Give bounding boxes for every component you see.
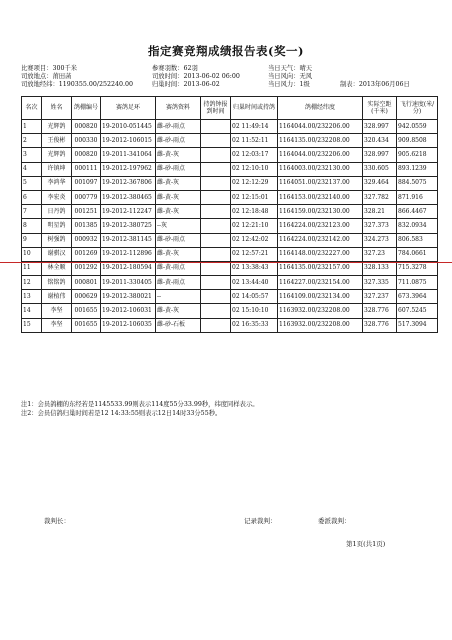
- cell-rank: 15: [22, 318, 42, 332]
- cell-ring: 19-2011-341064: [101, 148, 156, 162]
- cell-arrival-time: 02 13:38:43: [231, 261, 278, 275]
- col-header-clock-time: 持鸽钟报到时间: [201, 97, 231, 120]
- results-table: [21, 96, 438, 333]
- cell-rank: 9: [22, 233, 42, 247]
- cell-speed: 784.0661: [397, 247, 438, 261]
- cell-name: 李坚: [42, 318, 72, 332]
- cell-arrival-time: 02 11:49:14: [231, 120, 278, 134]
- cell-ring: 19-2012-380021: [101, 290, 156, 304]
- cell-bird-info: 雌-黄-灰: [156, 148, 201, 162]
- table-row: [22, 205, 438, 219]
- cell-loft-coords: 1164003.00/232130.00: [278, 162, 363, 176]
- cell-rank: 1: [22, 120, 42, 134]
- cell-loft-id: 001655: [72, 318, 101, 332]
- page-number: 第1页(共1页): [346, 540, 386, 548]
- cell-name: 林全顺: [42, 261, 72, 275]
- cutoff-line: [0, 262, 452, 263]
- cell-loft-coords: 1163932.00/232208.00: [278, 318, 363, 332]
- cell-rank: 4: [22, 162, 42, 176]
- cell-ring: 19-2011-330405: [101, 276, 156, 290]
- cell-rank: 12: [22, 276, 42, 290]
- wind-force: 当日风力：1级: [268, 81, 310, 88]
- col-header-loft-id: 鸽棚编号: [72, 97, 101, 120]
- cell-distance: 327.782: [363, 190, 397, 204]
- table-row: [22, 304, 438, 318]
- cell-arrival-time: 02 14:05:57: [231, 290, 278, 304]
- cell-ring: 19-2012-106015: [101, 134, 156, 148]
- cell-name: 铭铭鸽: [42, 276, 72, 290]
- cell-bird-info: 雌-黄-雨点: [156, 261, 201, 275]
- cell-clock-time: [201, 148, 231, 162]
- cell-clock-time: [201, 120, 231, 134]
- entries-count: 参赛羽数：62羽: [152, 65, 198, 72]
- cell-clock-time: [201, 190, 231, 204]
- cell-ring: 19-2012-367806: [101, 176, 156, 190]
- cell-loft-coords: 1164051.00/232137.00: [278, 176, 363, 190]
- col-header-bird-info: 赛鸽资料: [156, 97, 201, 120]
- cell-distance: 329.464: [363, 176, 397, 190]
- cell-name: 谢骐汉: [42, 247, 72, 261]
- report-title: 指定赛竞翔成绩报告表(奖一): [148, 44, 304, 58]
- cell-loft-coords: 1164109.00/232134.00: [278, 290, 363, 304]
- cell-arrival-time: 02 12:03:17: [231, 148, 278, 162]
- weather: 当日天气：晴天: [268, 65, 313, 72]
- table-row: [22, 276, 438, 290]
- cell-clock-time: [201, 219, 231, 233]
- cell-speed: 673.3964: [397, 290, 438, 304]
- table-row: [22, 318, 438, 332]
- table-row: [22, 176, 438, 190]
- release-coords: 司放地经纬：1190355.00/252240.00: [21, 81, 134, 88]
- cell-speed: 909.8508: [397, 134, 438, 148]
- cell-clock-time: [201, 162, 231, 176]
- cell-loft-id: 001251: [72, 205, 101, 219]
- cell-loft-coords: 1164224.00/232142.00: [278, 233, 363, 247]
- cell-bird-info: 雌-黄-灰: [156, 190, 201, 204]
- cell-name: 许镇坤: [42, 162, 72, 176]
- cell-bird-info: --灰: [156, 219, 201, 233]
- col-header-loft-coords: 鸽棚经纬度: [278, 97, 363, 120]
- cell-arrival-time: 02 15:10:10: [231, 304, 278, 318]
- table-row: [22, 190, 438, 204]
- cell-loft-coords: 1164044.00/232206.00: [278, 148, 363, 162]
- cell-rank: 13: [22, 290, 42, 304]
- cell-loft-id: 001292: [72, 261, 101, 275]
- cell-distance: 328.997: [363, 120, 397, 134]
- cell-arrival-time: 02 13:44:40: [231, 276, 278, 290]
- cell-bird-info: 雌-黄-灰: [156, 176, 201, 190]
- cell-bird-info: 雌-砂-雨点: [156, 134, 201, 148]
- cell-distance: 328.776: [363, 304, 397, 318]
- cell-name: 光辉鸽: [42, 148, 72, 162]
- cell-loft-id: 001385: [72, 219, 101, 233]
- cell-bird-info: 雌-黄-灰: [156, 205, 201, 219]
- race-item: 比赛项目：300千米: [21, 65, 78, 72]
- cell-bird-info: 雌-黄-灰: [156, 247, 201, 261]
- cell-distance: 330.605: [363, 162, 397, 176]
- cell-clock-time: [201, 176, 231, 190]
- col-header-distance: 实际空距(千米): [363, 97, 397, 120]
- table-row: [22, 261, 438, 275]
- cell-bird-info: 雌-砂-雨点: [156, 233, 201, 247]
- col-header-ring: 赛鸽足环: [101, 97, 156, 120]
- cell-loft-id: 001269: [72, 247, 101, 261]
- cell-speed: 517.3094: [397, 318, 438, 332]
- cell-clock-time: [201, 233, 231, 247]
- cell-loft-coords: 1164159.00/232130.00: [278, 205, 363, 219]
- table-row: [22, 120, 438, 134]
- cell-rank: 8: [22, 219, 42, 233]
- col-header-name: 姓名: [42, 97, 72, 120]
- cell-speed: 832.0934: [397, 219, 438, 233]
- cell-loft-coords: 1164227.00/232154.00: [278, 276, 363, 290]
- table-row: [22, 290, 438, 304]
- cell-speed: 942.0559: [397, 120, 438, 134]
- cell-clock-time: [201, 276, 231, 290]
- cell-name: 谢植伟: [42, 290, 72, 304]
- cell-loft-coords: 1164135.00/232208.00: [278, 134, 363, 148]
- cell-rank: 5: [22, 176, 42, 190]
- cell-speed: 715.3278: [397, 261, 438, 275]
- cell-ring: 19-2012-180594: [101, 261, 156, 275]
- cell-arrival-time: 02 12:21:10: [231, 219, 278, 233]
- signature-recorder: 记录裁判：: [244, 517, 277, 525]
- table-row: [22, 134, 438, 148]
- cell-name: 李坚: [42, 304, 72, 318]
- cell-loft-id: 001655: [72, 304, 101, 318]
- cell-rank: 10: [22, 247, 42, 261]
- cell-speed: 806.583: [397, 233, 438, 247]
- cell-loft-id: 000330: [72, 134, 101, 148]
- col-header-arrival-time: 归巢时间或持鸽: [231, 97, 278, 120]
- cell-distance: 320.434: [363, 134, 397, 148]
- release-time: 司放时间：2013-06-02 06:00: [152, 73, 240, 80]
- release-site: 司放地点：莆田菡: [21, 73, 72, 80]
- cell-loft-id: 001097: [72, 176, 101, 190]
- cell-clock-time: [201, 318, 231, 332]
- cell-speed: 871.916: [397, 190, 438, 204]
- cell-bird-info: --: [156, 290, 201, 304]
- cell-clock-time: [201, 247, 231, 261]
- cell-arrival-time: 02 12:42:02: [231, 233, 278, 247]
- cell-arrival-time: 02 12:15:01: [231, 190, 278, 204]
- cell-arrival-time: 02 11:52:11: [231, 134, 278, 148]
- cell-rank: 6: [22, 190, 42, 204]
- table-row: [22, 148, 438, 162]
- signature-referee: 裁判长：: [44, 517, 70, 525]
- cell-ring: 19-2012-380725: [101, 219, 156, 233]
- table-row: [22, 233, 438, 247]
- cell-ring: 19-2012-112247: [101, 205, 156, 219]
- cell-arrival-time: 02 12:12:29: [231, 176, 278, 190]
- signature-committee: 委派裁判：: [318, 517, 351, 525]
- cell-clock-time: [201, 290, 231, 304]
- cell-bird-info: 雌-砂-石板: [156, 318, 201, 332]
- cell-clock-time: [201, 134, 231, 148]
- cell-rank: 7: [22, 205, 42, 219]
- table-header-row: [22, 97, 438, 120]
- cell-clock-time: [201, 261, 231, 275]
- results-body: [22, 120, 438, 333]
- cell-loft-id: 000629: [72, 290, 101, 304]
- cell-distance: 328.997: [363, 148, 397, 162]
- cell-ring: 19-2012-197962: [101, 162, 156, 176]
- cell-loft-id: 000820: [72, 148, 101, 162]
- cell-rank: 2: [22, 134, 42, 148]
- note-1: 注1：会员鸽棚的东经若是1145533.99则表示114度55分33.99秒，纬度同样表示。: [21, 401, 259, 408]
- cell-distance: 328.776: [363, 318, 397, 332]
- cell-ring: 19-2010-051445: [101, 120, 156, 134]
- cell-loft-id: 000801: [72, 276, 101, 290]
- cell-name: 李宏炎: [42, 190, 72, 204]
- cell-distance: 328.133: [363, 261, 397, 275]
- made-date: 制表：2013年06月06日: [340, 81, 410, 88]
- table-row: [22, 162, 438, 176]
- cell-loft-coords: 1164135.00/232157.00: [278, 261, 363, 275]
- cell-name: 光辉鸽: [42, 120, 72, 134]
- cell-speed: 905.6218: [397, 148, 438, 162]
- cell-ring: 19-2012-106031: [101, 304, 156, 318]
- cell-bird-info: 雌-黄-灰: [156, 304, 201, 318]
- cell-clock-time: [201, 304, 231, 318]
- cell-name: 李鸿华: [42, 176, 72, 190]
- cell-loft-id: 000820: [72, 120, 101, 134]
- cell-speed: 884.5075: [397, 176, 438, 190]
- cell-loft-id: 000111: [72, 162, 101, 176]
- cell-loft-coords: 1163932.00/232208.00: [278, 304, 363, 318]
- cell-distance: 328.21: [363, 205, 397, 219]
- cell-arrival-time: 02 12:10:10: [231, 162, 278, 176]
- cell-loft-coords: 1164148.00/232227.00: [278, 247, 363, 261]
- wind-direction: 当日风向：无风: [268, 73, 313, 80]
- cell-loft-coords: 1164044.00/232206.00: [278, 120, 363, 134]
- cell-speed: 866.4467: [397, 205, 438, 219]
- cell-bird-info: 雌-黄-雨点: [156, 276, 201, 290]
- note-2: 注2：会员信鸽归巢时间若是12 14:33:55则表示12日14时33分55秒。: [21, 410, 222, 417]
- cell-distance: 327.23: [363, 247, 397, 261]
- cell-name: 树强鸽: [42, 233, 72, 247]
- col-header-speed: 飞行速度(米/分): [397, 97, 438, 120]
- cell-bird-info: 雌-砂-雨点: [156, 120, 201, 134]
- cell-ring: 19-2012-106035: [101, 318, 156, 332]
- cell-distance: 327.335: [363, 276, 397, 290]
- cell-ring: 19-2012-381145: [101, 233, 156, 247]
- cell-rank: 3: [22, 148, 42, 162]
- cell-distance: 327.237: [363, 290, 397, 304]
- cell-loft-id: 000779: [72, 190, 101, 204]
- cell-distance: 324.273: [363, 233, 397, 247]
- col-header-rank: 名次: [22, 97, 42, 120]
- cell-ring: 19-2012-380465: [101, 190, 156, 204]
- cell-speed: 607.5245: [397, 304, 438, 318]
- table-row: [22, 219, 438, 233]
- return-date: 归巢时间：2013-06-02: [152, 81, 220, 88]
- cell-name: 日丹鸽: [42, 205, 72, 219]
- cell-name: 明星鸽: [42, 219, 72, 233]
- cell-distance: 327.373: [363, 219, 397, 233]
- cell-speed: 893.1239: [397, 162, 438, 176]
- cell-ring: 19-2012-112896: [101, 247, 156, 261]
- cell-clock-time: [201, 205, 231, 219]
- cell-rank: 11: [22, 261, 42, 275]
- cell-name: 王俊彬: [42, 134, 72, 148]
- cell-loft-coords: 1164224.00/232123.00: [278, 219, 363, 233]
- cell-speed: 711.0875: [397, 276, 438, 290]
- cell-bird-info: 雌-砂-雨点: [156, 162, 201, 176]
- cell-arrival-time: 02 12:57:21: [231, 247, 278, 261]
- cell-loft-id: 000932: [72, 233, 101, 247]
- cell-arrival-time: 02 12:18:48: [231, 205, 278, 219]
- cell-loft-coords: 1164153.00/232140.00: [278, 190, 363, 204]
- cell-rank: 14: [22, 304, 42, 318]
- table-row: [22, 247, 438, 261]
- cell-arrival-time: 02 16:35:33: [231, 318, 278, 332]
